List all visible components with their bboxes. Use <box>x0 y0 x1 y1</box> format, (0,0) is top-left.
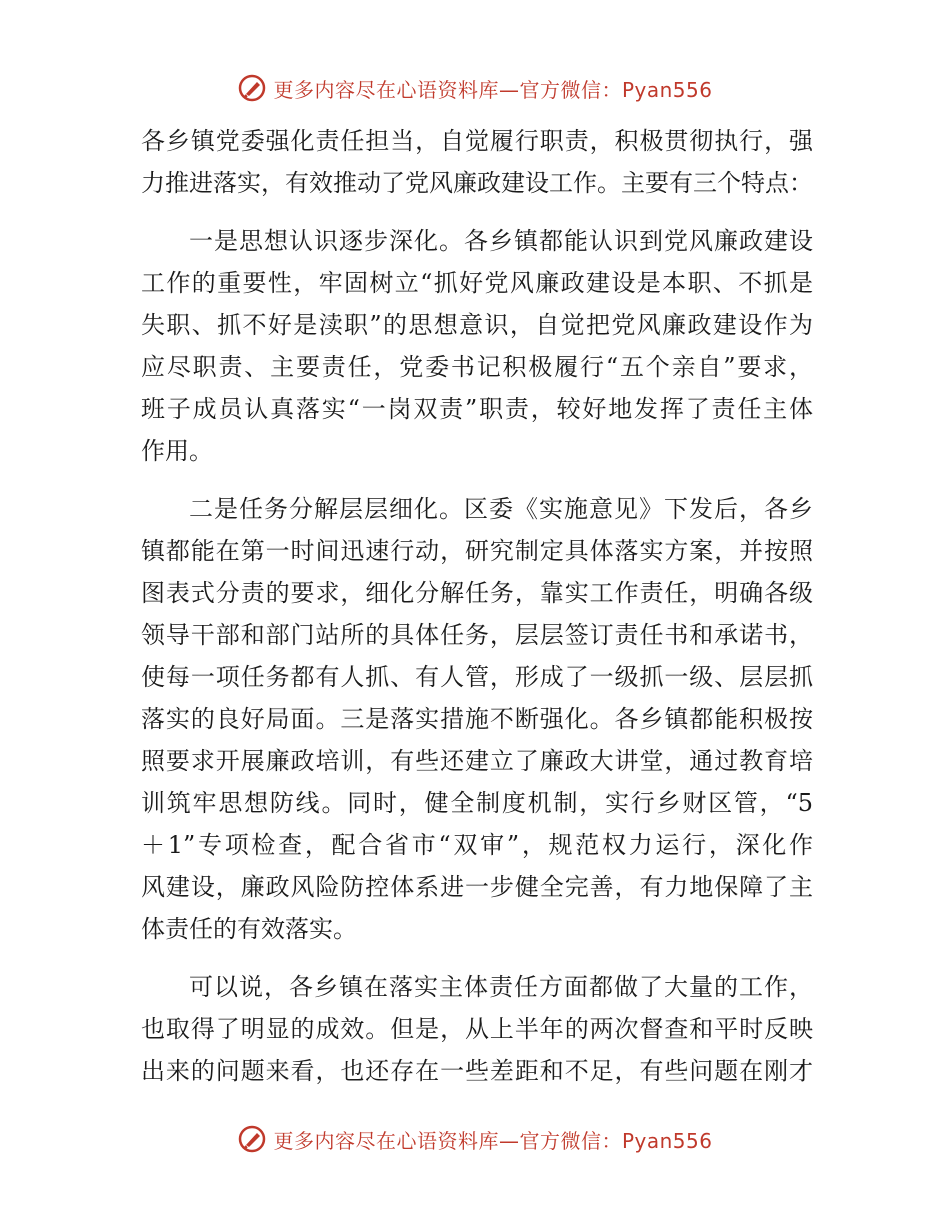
text-line: 失职、抓不好是渎职”的思想意识，自觉把党风廉政建设作为 <box>141 311 813 339</box>
pen-logo-icon <box>237 1124 267 1154</box>
watermark-text: 更多内容尽在心语资料库—官方微信：Pyan556 <box>273 77 713 102</box>
paragraph-2 <box>141 220 813 472</box>
text-line: 体责任的有效落实。 <box>141 915 357 943</box>
pen-logo-icon <box>237 73 267 103</box>
text-line: 作用。 <box>141 437 213 465</box>
text-line: 照要求开展廉政培训，有些还建立了廉政大讲堂，通过教育培 <box>141 747 813 775</box>
document-body <box>141 120 813 1092</box>
text-line: 一是思想认识逐步深化。各乡镇都能认识到党风廉政建设 <box>189 227 813 255</box>
text-line: 使每一项任务都有人抓、有人管，形成了一级抓一级、层层抓 <box>141 663 813 691</box>
header-watermark <box>0 73 950 103</box>
text-line: 可以说，各乡镇在落实主体责任方面都做了大量的工作， <box>189 973 813 1001</box>
watermark-text: 更多内容尽在心语资料库—官方微信：Pyan556 <box>273 1128 713 1153</box>
text-line: 应尽职责、主要责任，党委书记积极履行“五个亲自”要求， <box>141 353 813 381</box>
footer-watermark <box>0 1124 950 1154</box>
text-line: 镇都能在第一时间迅速行动，研究制定具体落实方案，并按照 <box>141 537 813 565</box>
paragraph-1 <box>141 120 813 204</box>
text-line: 二是任务分解层层细化。区委《实施意见》下发后，各乡 <box>189 495 813 523</box>
text-line: 训筑牢思想防线。同时，健全制度机制，实行乡财区管，“5 <box>141 789 813 817</box>
text-line: 领导干部和部门站所的具体任务，层层签订责任书和承诺书， <box>141 621 813 649</box>
text-line: ＋1”专项检查，配合省市“双审”，规范权力运行，深化作 <box>141 831 813 859</box>
text-line: 班子成员认真落实“一岗双责”职责，较好地发挥了责任主体 <box>141 395 813 423</box>
text-line: 风建设，廉政风险防控体系进一步健全完善，有力地保障了主 <box>141 873 813 901</box>
text-line: 工作的重要性，牢固树立“抓好党风廉政建设是本职、不抓是 <box>141 269 813 297</box>
text-line: 落实的良好局面。三是落实措施不断强化。各乡镇都能积极按 <box>141 705 813 733</box>
text-line: 力推进落实，有效推动了党风廉政建设工作。主要有三个特点： <box>141 169 813 197</box>
text-line: 也取得了明显的成效。但是，从上半年的两次督查和平时反映 <box>141 1015 813 1043</box>
text-line: 图表式分责的要求，细化分解任务，靠实工作责任，明确各级 <box>141 579 813 607</box>
paragraph-4 <box>141 966 813 1092</box>
text-line: 各乡镇党委强化责任担当，自觉履行职责，积极贯彻执行，强 <box>141 127 813 155</box>
paragraph-3 <box>141 488 813 950</box>
text-line: 出来的问题来看，也还存在一些差距和不足，有些问题在刚才 <box>141 1057 813 1085</box>
